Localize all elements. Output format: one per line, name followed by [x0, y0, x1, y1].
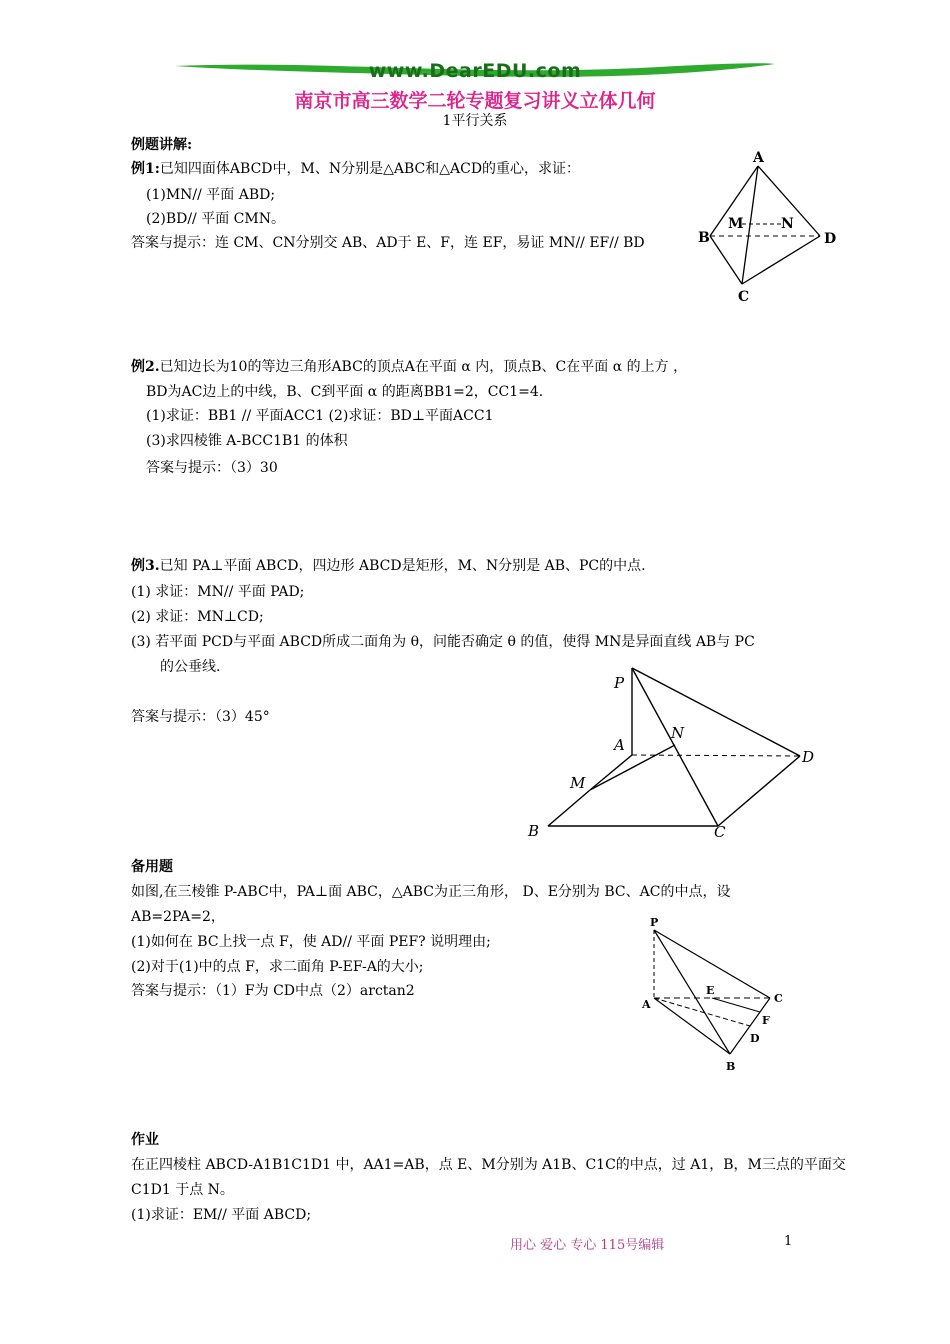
- document-title: 南京市高三数学二轮专题复习讲义立体几何: [294, 90, 656, 112]
- label-D: D: [802, 748, 815, 766]
- label-C: C: [738, 289, 750, 305]
- example-1-line: [131, 160, 580, 178]
- example-3-answer: 答案与提示：（3）45°: [131, 709, 270, 725]
- backup-line2: AB=2PA=2，: [131, 909, 225, 925]
- label-B: B: [528, 822, 540, 840]
- label-P: P: [614, 674, 625, 692]
- figure-tetrahedron: [690, 148, 840, 308]
- backup-line1: 如图,在三棱锥 P-ABC中，PA⊥面 ABC，△ABC为正三角形， D、E分别为 BC、AC的中点，设: [131, 884, 731, 900]
- example-3-q3b: 的公垂线.: [160, 659, 221, 675]
- label-F: F: [762, 1014, 770, 1027]
- example-2-text: 已知边长为10的等边三角形ABC的顶点A在平面 α 内，顶点B、C在平面 α 的上方 ，: [159, 359, 688, 375]
- label-D: D: [824, 231, 837, 247]
- label-E: E: [706, 984, 715, 997]
- homework-line2: C1D1 于点 N。: [131, 1182, 234, 1198]
- example-1-q2: (2)BD// 平面 CMN。: [146, 211, 285, 227]
- example-1-q1: (1)MN// 平面 ABD;: [146, 187, 276, 203]
- label-B: B: [698, 230, 710, 246]
- example-2-q3: (3)求四棱锥 A-BCC1B1 的体积: [146, 433, 348, 449]
- example-2-label: 例2.: [131, 359, 160, 375]
- example-1-answer: 答案与提示：连 CM、CN分别交 AB、AD于 E、F，连 EF，易证 MN// EF// BD: [131, 235, 645, 251]
- site-logo[interactable]: www.DearEDU.com: [368, 60, 582, 82]
- example-2-line2: BD为AC边上的中线，B、C到平面 α 的距离BB1=2，CC1=4.: [146, 384, 544, 400]
- label-D: D: [750, 1032, 760, 1045]
- homework-line1: 在正四棱柱 ABCD-A1B1C1D1 中，AA1=AB，点 E、M分别为 A1B、C1C的中点，过 A1，B，M三点的平面交: [131, 1157, 846, 1173]
- label-N: N: [671, 724, 685, 742]
- label-C: C: [774, 992, 783, 1005]
- example-3-q2: (2) 求证：MN⊥CD;: [131, 609, 264, 625]
- example-3-line: [131, 557, 646, 575]
- homework-q1: (1)求证：EM// 平面 ABCD;: [131, 1207, 312, 1223]
- example-1-text: 已知四面体ABCD中，M、N分别是△ABC和△ACD的重心，求证：: [159, 161, 581, 177]
- backup-answer: 答案与提示：（1）F为 CD中点（2）arctan2: [131, 983, 415, 999]
- example-1-label: 例1:: [131, 161, 160, 177]
- label-A: A: [614, 736, 625, 754]
- label-N: N: [781, 216, 794, 232]
- footer-slogan: 用心 爱心 专心 115号编辑: [510, 1238, 665, 1253]
- label-A: A: [642, 998, 651, 1011]
- backup-q2: (2)对于(1)中的点 F，求二面角 P-EF-A的大小;: [131, 959, 424, 975]
- figure-pyramid-pabc: [636, 912, 796, 1077]
- label-B: B: [726, 1060, 736, 1073]
- example-3-text: 已知 PA⊥平面 ABCD，四边形 ABCD是矩形，M、N分别是 AB、PC的中点.: [159, 558, 646, 574]
- example-3-q1: (1) 求证：MN// 平面 PAD;: [131, 584, 305, 600]
- label-P: P: [650, 916, 659, 929]
- examples-heading: 例题讲解:: [131, 137, 193, 153]
- backup-q1: (1)如何在 BC上找一点 F，使 AD// 平面 PEF? 说明理由;: [131, 934, 491, 950]
- label-M: M: [570, 774, 586, 792]
- page-number: 1: [784, 1234, 793, 1249]
- section-subtitle: 1平行关系: [442, 113, 508, 129]
- example-2-answer: 答案与提示：（3）30: [146, 460, 278, 476]
- example-3-q3a: (3) 若平面 PCD与平面 ABCD所成二面角为 θ，问能否确定 θ 的值，使得 MN是异面直线 AB与 PC: [131, 634, 755, 650]
- label-A: A: [753, 150, 764, 166]
- example-3-label: 例3.: [131, 558, 160, 574]
- figure-pyramid-pabcd: [520, 660, 830, 845]
- homework-heading: 作业: [131, 1132, 159, 1148]
- label-C: C: [714, 823, 726, 841]
- label-M: M: [728, 216, 744, 232]
- example-2-q1: (1)求证：BB1 // 平面ACC1 (2)求证：BD⊥平面ACC1: [146, 408, 494, 424]
- example-2-line1: [131, 358, 687, 376]
- backup-heading: 备用题: [131, 859, 173, 875]
